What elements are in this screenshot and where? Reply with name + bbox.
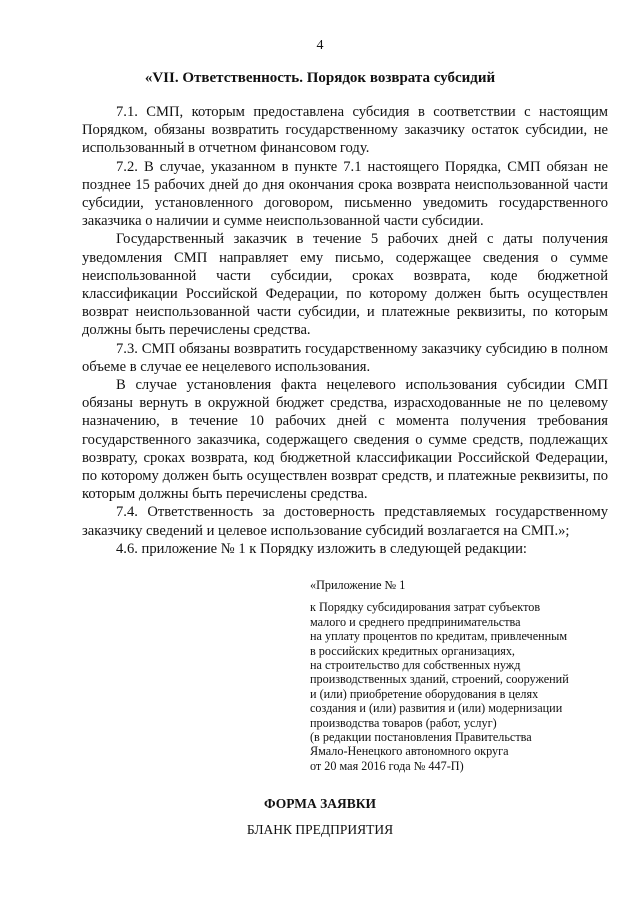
appendix-line: в российских кредитных организациях, bbox=[310, 643, 515, 658]
section-heading: «VII. Ответственность. Порядок возврата субсидий bbox=[144, 70, 496, 86]
document-body bbox=[82, 103, 608, 558]
appendix-line: производства товаров (работ, услуг) bbox=[310, 715, 497, 730]
appendix-line: (в редакции постановления Правительства bbox=[310, 730, 532, 745]
paragraph-7-2: 7.2. В случае, указанном в пункте 7.1 настоящего Порядка, СМП обязан не позднее 15 рабочих дней до дня окончания срока возврата неиспользованной части субсидии, установленного договором, письменно уведомить государственного заказчика о наличии и сумме неиспользованной части субсидии. bbox=[82, 158, 608, 230]
appendix-line: от 20 мая 2016 года № 447-П) bbox=[310, 758, 464, 773]
appendix-line: производственных зданий, строений, сооружений bbox=[310, 672, 569, 687]
blank-title: БЛАНК ПРЕДПРИЯТИЯ bbox=[246, 822, 394, 837]
appendix-block bbox=[310, 578, 610, 773]
appendix-line: Ямало-Ненецкого автономного округа bbox=[310, 744, 509, 759]
appendix-title: «Приложение № 1 bbox=[310, 578, 406, 592]
appendix-line: малого и среднего предпринимательства bbox=[310, 614, 521, 629]
page-number: 4 bbox=[316, 38, 324, 53]
paragraph-7-4: 7.4. Ответственность за достоверность представляемых государственному заказчику сведений и целевое использование субсидий возлагается на СМП.»; bbox=[82, 504, 608, 539]
paragraph-7-1: 7.1. СМП, которым предоставлена субсидия в соответствии с настоящим Порядком, обязаны возвратить государственному заказчику остаток субсидии, не использованный в отчетном финансовом году. bbox=[82, 104, 608, 157]
appendix-line: к Порядку субсидирования затрат субъектов bbox=[310, 600, 541, 615]
form-title: ФОРМА ЗАЯВКИ bbox=[263, 796, 377, 811]
appendix-line: и (или) приобретение оборудования в целях bbox=[310, 686, 539, 701]
paragraph-7-2-notice: Государственный заказчик в течение 5 рабочих дней с даты получения уведомления СМП направляет ему письмо, содержащее сведения о сумме неиспользованной части субсидии, сроках возврата, коде бюджетной классификации Российской Федерации, по которому должен быть осуществлен возврат неиспользованной части субсидии, и платежные реквизиты, по которым должны быть перечислены средства. bbox=[82, 231, 608, 339]
paragraph-7-3-misuse: В случае установления факта нецелевого использования субсидии СМП обязаны вернуть в окружной бюджет средства, израсходованные не по целевому назначению, в течение 10 рабочих дней с момента получения требования государственного заказчика, содержащего сведения о сумме средств, подлежащих возврату, сроках возврата, код бюджетной классификации Российской Федерации, по которому должен быть осуществлен возврат средств, и платежные реквизиты, по которым должны быть перечислены средства. bbox=[82, 377, 608, 503]
paragraph-7-3: 7.3. СМП обязаны возвратить государственному заказчику субсидию в полном объеме в случае ее нецелевого использования. bbox=[82, 340, 608, 375]
appendix-line: на строительство для собственных нужд bbox=[310, 658, 521, 673]
paragraph-4-6: 4.6. приложение № 1 к Порядку изложить в следующей редакции: bbox=[116, 540, 527, 557]
appendix-line: на уплату процентов по кредитам, привлеченным bbox=[310, 629, 568, 644]
appendix-line: создания и (или) развития и (или) модернизации bbox=[310, 701, 563, 716]
